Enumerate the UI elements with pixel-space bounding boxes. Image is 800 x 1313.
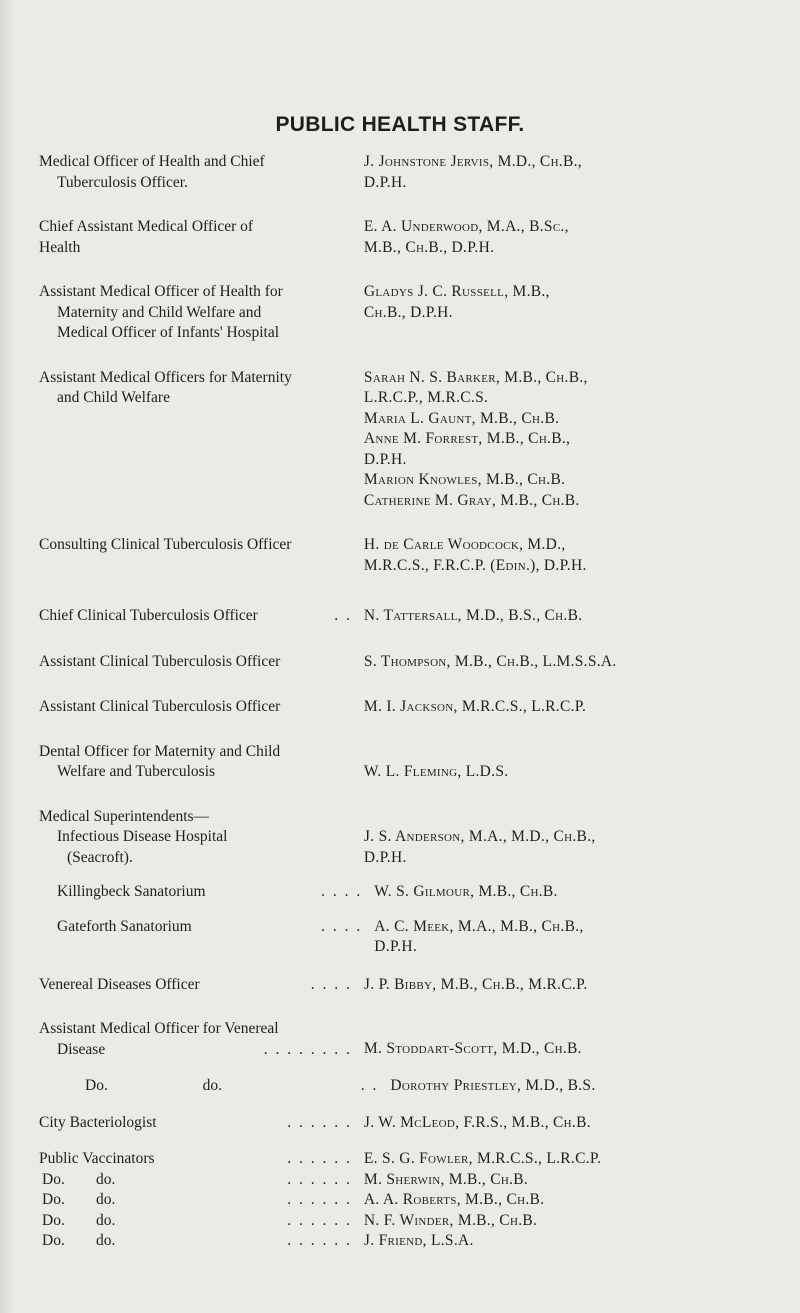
staff-entry (39, 652, 789, 673)
staff-entry (39, 882, 789, 903)
office-line: Assistant Clinical Tuberculosis Officer (39, 652, 281, 670)
name-line: J. W. McLeod, F.R.S., M.B., Ch.B. (363, 1113, 591, 1131)
office-line: Tuberculosis Officer. (57, 173, 188, 191)
ditto-do: Do. (42, 1191, 65, 1208)
staff-entry (39, 1149, 789, 1170)
name-line: A. C. Meek, M.A., M.B., Ch.B., (374, 917, 584, 935)
dot-leader: . . . . (321, 917, 363, 935)
dot-leader: . . . . (321, 883, 363, 900)
staff-entry (39, 917, 789, 958)
name-line: A. A. Roberts, M.B., Ch.B. (363, 1191, 545, 1208)
office-line: Venereal Diseases Officer (39, 975, 200, 993)
staff-entry (39, 1211, 789, 1232)
ditto-mark: do. (202, 1077, 222, 1094)
section-heading: Medical Superintendents— (39, 807, 210, 825)
staff-entry (39, 827, 789, 868)
staff-entry (39, 697, 789, 718)
name-line: M.B., Ch.B., D.P.H. (363, 238, 495, 256)
name-line: Marion Knowles, M.B., Ch.B. (363, 471, 566, 488)
dot-leader: . . . . . . (287, 1211, 352, 1229)
page-title: PUBLIC HEALTH STAFF. (275, 113, 525, 136)
dot-leader: . . . . . . (287, 1232, 352, 1249)
name-line: M.R.C.S., F.R.C.P. (Edin.), D.P.H. (363, 556, 587, 574)
office-line: Medical Officer of Infants' Hospital (57, 324, 280, 341)
office-line: Maternity and Child Welfare and (57, 303, 262, 321)
office-line: Disease (57, 1040, 106, 1058)
office-line: Assistant Medical Officers for Maternity (39, 368, 292, 386)
staff-entry (39, 606, 789, 627)
office-line: and Child Welfare (57, 389, 170, 406)
office-line: Health (39, 238, 81, 256)
dot-leader: . . . . (310, 975, 352, 993)
office-line: Chief Assistant Medical Officer of (39, 218, 254, 235)
page-edge-shadow (0, 0, 14, 1313)
staff-entry (39, 217, 789, 258)
office-line: Welfare and Tuberculosis (57, 763, 216, 780)
ditto-do: Do. (42, 1232, 65, 1249)
dot-leader: . . (360, 1077, 379, 1094)
name-line: E. S. G. Fowler, M.R.C.S., L.R.C.P. (363, 1150, 602, 1167)
ditto-mark: do. (96, 1232, 116, 1249)
name-line: J. Johnstone Jervis, M.D., Ch.B., (363, 153, 582, 170)
office-line: Assistant Clinical Tuberculosis Officer (39, 698, 281, 715)
name-line: W. L. Fleming, L.D.S. (363, 762, 509, 780)
staff-entry (39, 282, 789, 344)
name-line: S. Thompson, M.B., Ch.B., L.M.S.S.A. (363, 652, 617, 670)
office-line: Assistant Medical Officer of Health for (39, 283, 283, 300)
name-line: H. de Carle Woodcock, M.D., (363, 536, 566, 553)
dot-leader: . . . . . . (287, 1113, 352, 1131)
staff-entry (39, 152, 789, 193)
office-line: (Seacroft). (67, 848, 133, 866)
staff-entry (39, 1113, 789, 1134)
office-line: City Bacteriologist (39, 1113, 157, 1131)
ditto-mark: do. (96, 1191, 116, 1208)
name-line: W. S. Gilmour, M.B., Ch.B. (374, 883, 558, 900)
dot-leader: . . . . . . (287, 1191, 352, 1208)
office-line: Chief Clinical Tuberculosis Officer (39, 607, 258, 624)
name-line: M. Stoddart-Scott, M.D., Ch.B. (363, 1040, 582, 1057)
office-line: Killingbeck Sanatorium (57, 883, 206, 900)
staff-entry (39, 742, 789, 783)
dot-leader: . . . . . . (287, 1150, 352, 1167)
name-line: D.P.H. (363, 848, 407, 866)
office-line: Consulting Clinical Tuberculosis Officer (39, 536, 292, 553)
name-line: Anne M. Forrest, M.B., Ch.B., (363, 430, 571, 447)
dot-leader: . . (334, 607, 352, 624)
name-line: Ch.B., D.P.H. (363, 303, 453, 321)
office-line: Infectious Disease Hospital (57, 828, 228, 845)
staff-entry (39, 1231, 789, 1252)
office-line: Public Vaccinators (39, 1150, 155, 1167)
name-line: Maria L. Gaunt, M.B., Ch.B. (363, 409, 560, 427)
name-line: L.R.C.P., M.R.C.S. (363, 389, 489, 406)
staff-entry (39, 975, 789, 996)
name-line: Gladys J. C. Russell, M.B., (363, 283, 550, 300)
name-line: J. Friend, L.S.A. (363, 1232, 474, 1249)
staff-entry (39, 1019, 789, 1060)
staff-entry (39, 368, 789, 512)
ditto-do: Do. (42, 1170, 65, 1188)
name-line: D.P.H. (363, 173, 407, 191)
name-line: E. A. Underwood, M.A., B.Sc., (363, 218, 569, 235)
dot-leader: . . . . . . . . (263, 1040, 352, 1058)
staff-entry (39, 1076, 789, 1097)
dot-leader: . . . . . . (287, 1170, 352, 1188)
office-line: Gateforth Sanatorium (57, 917, 192, 935)
name-line: Dorothy Priestley, M.D., B.S. (390, 1077, 596, 1094)
ditto-mark: do. (96, 1211, 116, 1229)
name-line: M. I. Jackson, M.R.C.S., L.R.C.P. (363, 698, 587, 715)
name-line: J. S. Anderson, M.A., M.D., Ch.B., (363, 828, 596, 845)
name-line: N. F. Winder, M.B., Ch.B. (363, 1211, 538, 1229)
ditto-do: Do. (85, 1077, 108, 1094)
staff-list (39, 152, 789, 1252)
name-line: J. P. Bibby, M.B., Ch.B., M.R.C.P. (363, 975, 588, 993)
office-line: Dental Officer for Maternity and Child (39, 742, 281, 760)
ditto-mark: do. (96, 1170, 116, 1188)
name-line: Sarah N. S. Barker, M.B., Ch.B., (363, 368, 588, 386)
staff-entry (39, 1170, 789, 1191)
name-line: M. Sherwin, M.B., Ch.B. (363, 1170, 529, 1188)
superintendents-heading-row (39, 807, 789, 828)
name-line: D.P.H. (374, 938, 417, 955)
staff-entry (39, 1190, 789, 1211)
office-line: Medical Officer of Health and Chief (39, 153, 265, 170)
name-line: D.P.H. (363, 450, 407, 468)
name-line: N. Tattersall, M.D., B.S., Ch.B. (363, 607, 583, 624)
staff-entry (39, 535, 789, 576)
ditto-do: Do. (42, 1211, 65, 1229)
office-line: Assistant Medical Officer for Venereal (39, 1020, 279, 1037)
name-line: Catherine M. Gray, M.B., Ch.B. (363, 491, 580, 509)
